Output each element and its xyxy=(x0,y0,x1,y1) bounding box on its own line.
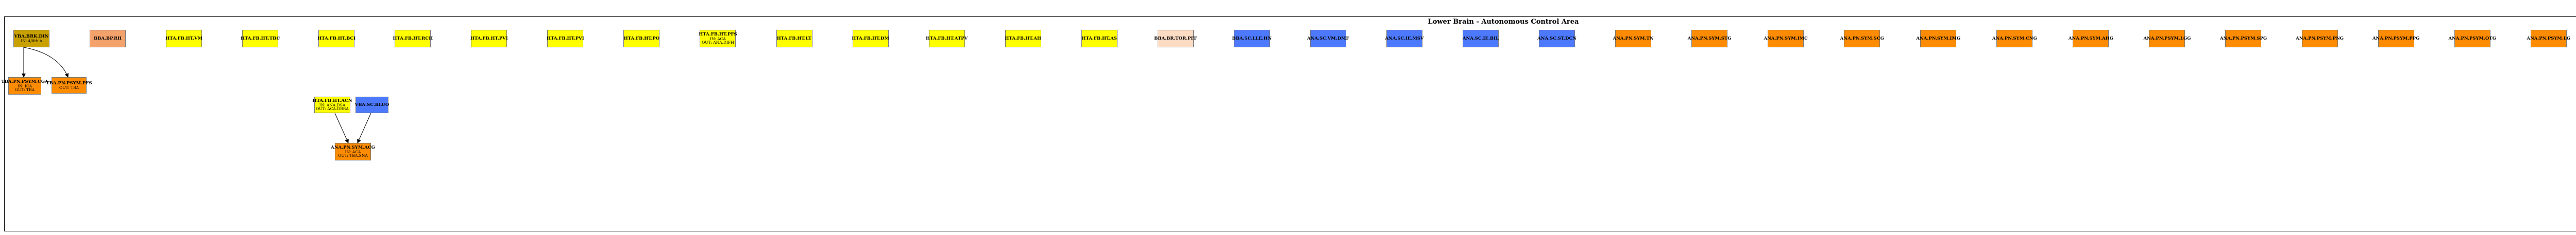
node-label: ANA.PN.SYM.CNG xyxy=(1992,35,2037,41)
node-n_m2[interactable] xyxy=(355,97,388,113)
node-top-22[interactable] xyxy=(1687,30,1732,47)
node-top-16[interactable] xyxy=(1234,30,1270,47)
node-top-24[interactable] xyxy=(1840,30,1884,47)
node-top-14[interactable] xyxy=(1081,30,1117,47)
node-sublabel: OUT: TBA xyxy=(14,87,35,93)
node-top-1[interactable] xyxy=(90,30,126,47)
node-top-23[interactable] xyxy=(1764,30,1808,47)
node-top-0[interactable] xyxy=(13,30,49,47)
node-label: ANA.PN.SYM.ACG xyxy=(331,144,375,150)
node-sublabel: IN: ACA xyxy=(345,149,361,154)
node-label: BBA.BP.RH xyxy=(93,35,122,41)
node-label: HTA.FB.HT.ACN xyxy=(312,98,352,103)
node-top-12[interactable] xyxy=(925,30,968,47)
node-label: HTA.FB.HT.AS xyxy=(1081,35,1117,41)
node-sublabel: IN: ICA xyxy=(17,83,32,88)
node-top-28[interactable] xyxy=(2143,30,2191,47)
node-n_b1[interactable] xyxy=(331,143,375,160)
node-sublabel: IN: 4/8th h xyxy=(21,38,42,43)
node-label: HTA.FB.HT.BCI xyxy=(317,35,356,41)
node-top-9[interactable] xyxy=(700,30,736,47)
node-sublabel: OUT: ACA.DBRA xyxy=(316,106,349,112)
node-label: ANA.SC.IE.BIL xyxy=(1462,35,1499,41)
node-label: ANA.PN.SYM.TN xyxy=(1613,35,1654,41)
node-sublabel: OUT: ANA.DIFH xyxy=(702,40,734,45)
node-label: HTA.FB.HT.AH xyxy=(1005,35,1041,41)
node-label: ANA.PN.SYM.IMG xyxy=(1916,35,1961,41)
node-label: TBA.PN.PSYM.PFS xyxy=(46,80,92,86)
node-label: BBA.BR.TOR.PFF xyxy=(1154,35,1197,41)
main-panel-title: Lower Brain - Autonomous Control Area xyxy=(1428,18,1579,26)
node-label: ANA.PN.PSYM.PPG xyxy=(2372,35,2420,41)
node-label: ANA.PN.SYM.AHG xyxy=(2068,35,2113,41)
node-label: HTA.FB.HT.PVI xyxy=(470,35,508,41)
node-label: HTA.FB.HT.DM xyxy=(852,35,889,41)
node-top-29[interactable] xyxy=(2219,30,2267,47)
node-label: ANA.PN.PSYM.PNG xyxy=(2296,35,2344,41)
node-label: HTA.FB.HT.LT xyxy=(776,35,812,41)
node-top-30[interactable] xyxy=(2296,30,2344,47)
node-sublabel: IN: ACA xyxy=(710,36,726,41)
node-n_m1[interactable] xyxy=(314,97,350,113)
node-top-8[interactable] xyxy=(623,30,659,47)
node-top-3[interactable] xyxy=(242,30,278,47)
node-top-17[interactable] xyxy=(1307,30,1349,47)
node-sublabel: OUT: TBA.SNA xyxy=(338,153,368,158)
node-label: ANA.SC.VM.DMF xyxy=(1307,35,1349,41)
main-panel xyxy=(4,16,2576,231)
node-n_l1[interactable] xyxy=(1,77,48,95)
node-label: HTA.FB.HT.ATPV xyxy=(925,35,968,41)
node-label: ANA.PN.SYM.STG xyxy=(1687,35,1732,41)
node-top-18[interactable] xyxy=(1386,30,1422,47)
node-label: ANA.PN.PSYM.OTG xyxy=(2448,35,2496,41)
node-top-33[interactable] xyxy=(2527,30,2571,47)
node-label: TBA.PN.PSYM.CGA xyxy=(1,79,48,84)
node-label: ANA.PN.PSYM.LG xyxy=(2527,35,2571,41)
node-label: HTA.FB.HT.PO xyxy=(623,35,660,41)
node-top-2[interactable] xyxy=(166,30,202,47)
node-label: HTA.FB.HT.TBC xyxy=(241,35,280,41)
node-top-19[interactable] xyxy=(1463,30,1499,47)
node-n_l2[interactable] xyxy=(46,77,92,94)
node-label: BBA.SC.LLE.HN xyxy=(1232,35,1272,41)
node-label: HTA.FB.HT.RCH xyxy=(393,35,433,41)
node-top-32[interactable] xyxy=(2448,30,2496,47)
node-top-13[interactable] xyxy=(1005,30,1041,47)
node-label: VBA.BRK.DIN xyxy=(14,33,49,39)
node-top-7[interactable] xyxy=(547,30,583,47)
node-label: VBA.SC.BLUO xyxy=(354,102,389,107)
node-label: ANA.SC.ST.DCN xyxy=(1537,35,1577,41)
node-label: ANA.PN.PSYM.LGG xyxy=(2143,35,2191,41)
node-top-21[interactable] xyxy=(1613,30,1654,47)
node-sublabel: IN: ANA.DSA xyxy=(319,102,346,107)
node-label: ANA.PN.PSYM.SPG xyxy=(2219,35,2267,41)
node-label: ANA.PN.SYM.SCG xyxy=(1840,35,1884,41)
node-top-15[interactable] xyxy=(1154,30,1197,47)
node-label: HTA.FB.HT.VM xyxy=(165,35,203,41)
node-label: HTA.FB.HT.PVI xyxy=(546,35,584,41)
node-top-26[interactable] xyxy=(1992,30,2037,47)
node-top-11[interactable] xyxy=(853,30,889,47)
node-top-25[interactable] xyxy=(1916,30,1961,47)
node-top-4[interactable] xyxy=(318,30,354,47)
node-top-6[interactable] xyxy=(471,30,507,47)
node-sublabel: OUT: TBA xyxy=(59,85,79,90)
node-top-5[interactable] xyxy=(395,30,431,47)
node-label: HTA.FB.HT.PFS xyxy=(699,31,737,37)
node-label: ANA.SC.IE.MSV xyxy=(1385,35,1424,41)
node-top-27[interactable] xyxy=(2068,30,2113,47)
node-top-10[interactable] xyxy=(776,30,812,47)
node-label: ANA.PN.SYM.IMC xyxy=(1764,35,1808,41)
node-top-31[interactable] xyxy=(2372,30,2420,47)
node-top-20[interactable] xyxy=(1539,30,1575,47)
